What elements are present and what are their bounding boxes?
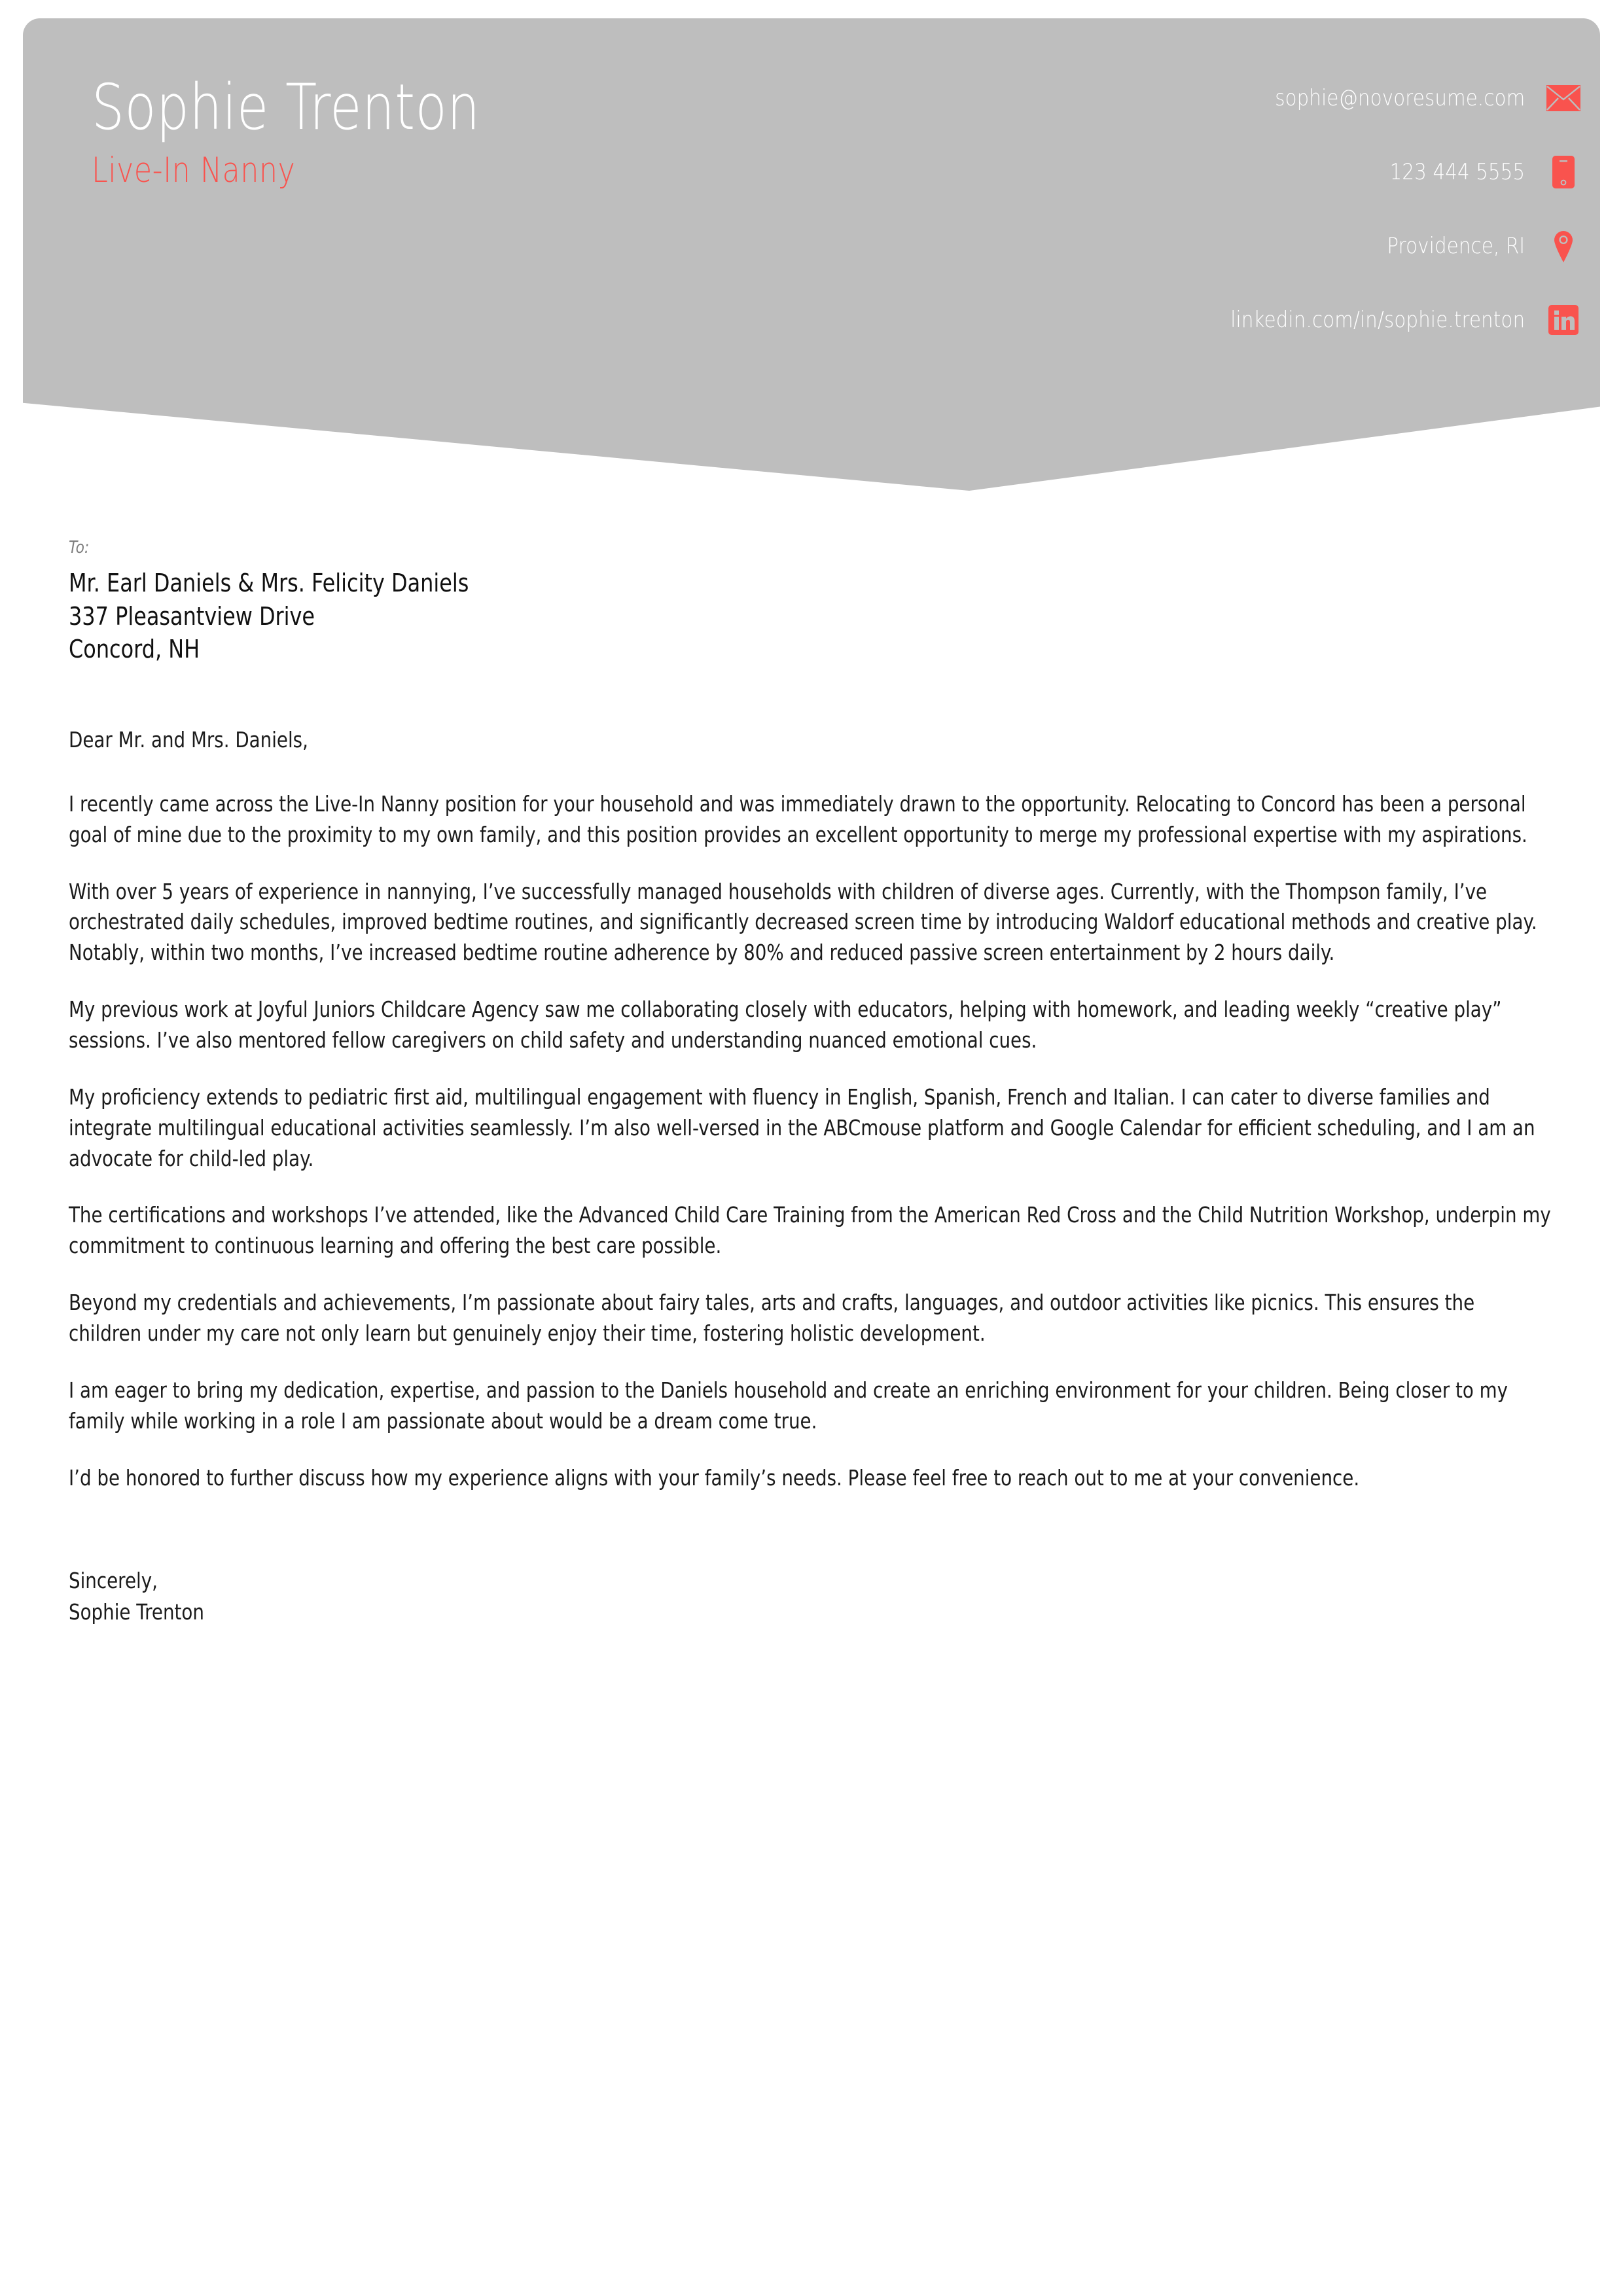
letter-paragraph: Beyond my credentials and achievements, I’m passionate about fairy tales, arts and crafts, languages, and outdoor activities like picnics. This ensures the children under my care not only learn but genuinely enjoy their time, fostering holistic development. (69, 1290, 1475, 1346)
letter-paragraph: My previous work at Joyful Juniors Childcare Agency saw me collaborating closely with educators, helping with homework, and leading weekly “creative play” sessions. I’ve also mentored fellow caregivers on child safety and understanding nuanced emotional cues. (69, 997, 1502, 1053)
letter-paragraphs (69, 789, 1551, 1494)
letter-body (69, 538, 1551, 1628)
contact-row-phone[interactable] (1183, 155, 1580, 189)
contact-row-email[interactable] (1183, 81, 1580, 115)
letter-paragraph: I’d be honored to further discuss how my experience aligns with your family’s needs. Please feel free to reach out to me at your convenience. (69, 1464, 1360, 1491)
contact-row-linkedin[interactable] (1183, 303, 1580, 337)
salutation: Dear Mr. and Mrs. Daniels, (69, 726, 308, 752)
letter-paragraph: The certifications and workshops I’ve attended, like the Advanced Child Care Training from the American Red Cross and the Child Nutrition Workshop, underpin my commitment to continuous learning and offering the best care possible. (69, 1202, 1551, 1259)
recipient-line: 337 Pleasantview Drive (69, 601, 315, 631)
phone-icon (1546, 155, 1580, 189)
closing-salutation: Sincerely, (69, 1568, 158, 1594)
identity-block (92, 71, 565, 190)
contact-row-location[interactable] (1183, 229, 1580, 263)
letter-paragraph: I recently came across the Live-In Nanny position for your household and was immediately drawn to the opportunity. Relocating to Concord has been a personal goal of mine due to the proximity to my own family, and this position provides an excellent opportunity to merge my professional expertise with my aspirations. (69, 790, 1527, 847)
contact-email-value: sophie@novoresume.com (1274, 85, 1525, 111)
location-pin-icon (1546, 229, 1580, 263)
recipient-line: Mr. Earl Daniels & Mrs. Felicity Daniels (69, 569, 469, 597)
letter-paragraph: I am eager to bring my dedication, expertise, and passion to the Daniels household and create an enriching environment for your children. Being closer to my family while working in a role I am passionate about would be a dream come true. (69, 1377, 1508, 1434)
envelope-icon (1546, 81, 1580, 115)
recipient-address-block (69, 538, 1551, 666)
job-title: Live-In Nanny (92, 150, 296, 190)
contact-phone-value: 123 444 5555 (1389, 159, 1525, 185)
signature-name: Sophie Trenton (69, 1599, 204, 1625)
recipient-label: To: (69, 538, 90, 557)
header-content (23, 18, 1600, 491)
page-title: Sophie Trenton (92, 71, 480, 144)
contact-location-value: Providence, RI (1387, 233, 1525, 259)
letter-paragraph: With over 5 years of experience in nannying, I’ve successfully managed households with children of diverse ages. Currently, with the Thompson family, I’ve orchestrated daily schedules, improved bedtime routines, and significantly decreased screen time by introducing Waldorf educational methods and creative play. Notably, within two months, I’ve increased bedtime routine adherence by 80% and reduced passive screen entertainment by 2 hours daily. (69, 878, 1537, 966)
closing-block (69, 1565, 1551, 1628)
recipient-line: Concord, NH (69, 635, 200, 664)
contact-linkedin-value: linkedin.com/in/sophie.trenton (1230, 307, 1525, 333)
contact-list (1183, 81, 1580, 337)
letter-paragraph: My proficiency extends to pediatric first aid, multilingual engagement with fluency in English, Spanish, French and Italian. I can cater to diverse families and integrate multilingual educational activities seamlessly. I’m also well-versed in the ABCmouse platform and Google Calendar for efficient scheduling, and I am an advocate for child-led play. (69, 1084, 1535, 1171)
header-banner (23, 18, 1600, 491)
linkedin-icon (1546, 303, 1580, 337)
